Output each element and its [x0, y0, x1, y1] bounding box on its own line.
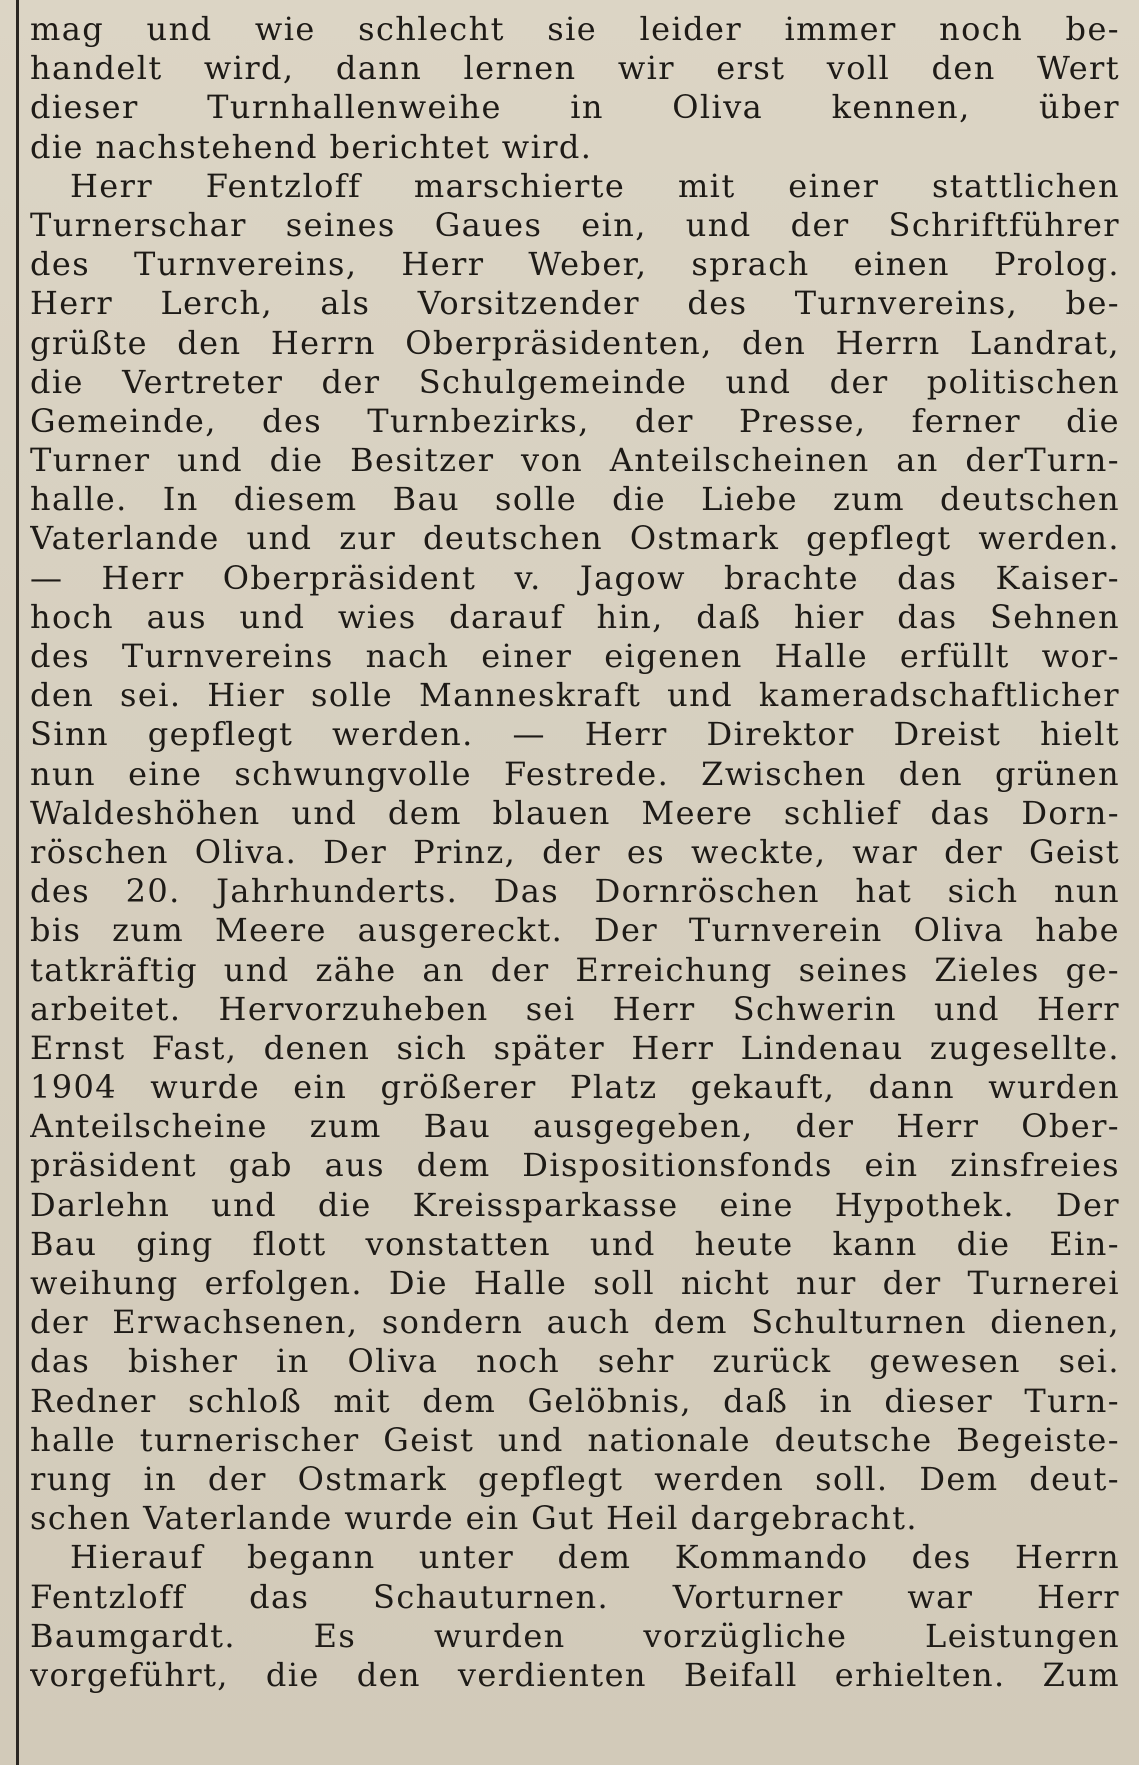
text-line: röschen Oliva. Der Prinz, der es weckte, war der Geist	[30, 832, 1120, 871]
text-line: Hierauf begann unter dem Kommando des Herrn	[70, 1538, 1120, 1577]
text-line: Herr Lerch, als Vorsitzender des Turnvereins, be-	[30, 284, 1120, 323]
text-line: rung in der Ostmark gepflegt werden soll. Dem deut-	[30, 1459, 1120, 1498]
text-line: Vaterlande und zur deutschen Ostmark gepflegt werden.	[30, 519, 1120, 558]
text-line: handelt wird, dann lernen wir erst voll den Wert	[30, 49, 1120, 88]
text-line: Fentzloff das Schauturnen. Vorturner war Herr	[30, 1577, 1120, 1616]
text-line: den sei. Hier solle Manneskraft und kameradschaftlicher	[30, 676, 1120, 715]
text-line: Herr Fentzloff marschierte mit einer stattlichen	[70, 166, 1120, 205]
text-line: arbeitet. Hervorzuheben sei Herr Schwerin und Herr	[30, 989, 1120, 1028]
text-line: tatkräftig und zähe an der Erreichung seines Zieles ge-	[30, 950, 1120, 989]
text-line: präsident gab aus dem Dispositionsfonds ein zinsfreies	[30, 1146, 1120, 1185]
text-line: die nachstehend berichtet wird.	[30, 127, 593, 166]
text-line: Redner schloß mit dem Gelöbnis, daß in dieser Turn-	[30, 1381, 1120, 1420]
text-line: weihung erfolgen. Die Halle soll nicht nur der Turnerei	[30, 1264, 1120, 1302]
text-line: mag und wie schlecht sie leider immer noch be-	[30, 10, 1120, 48]
column-rule	[16, 0, 19, 1765]
text-line: des Turnvereins, Herr Weber, sprach einen Prolog.	[30, 245, 1120, 284]
text-line: Anteilscheine zum Bau ausgegeben, der Herr Ober-	[30, 1107, 1120, 1146]
text-line: halle turnerischer Geist und nationale deutsche Begeiste-	[30, 1420, 1120, 1459]
text-line: Ernst Fast, denen sich später Herr Lindenau zugesellte.	[30, 1028, 1120, 1067]
text-line: des 20. Jahrhunderts. Das Dornröschen hat sich nun	[30, 872, 1120, 911]
text-line: Baumgardt. Es wurden vorzügliche Leistungen	[30, 1616, 1120, 1655]
text-line: vorgeführt, die den verdienten Beifall erhielten. Zum	[30, 1655, 1120, 1694]
text-line: dieser Turnhallenweihe in Oliva kennen, über	[30, 88, 1120, 127]
text-line: 1904 wurde ein größerer Platz gekauft, dann wurden	[30, 1068, 1120, 1107]
text-line: der Erwachsenen, sondern auch dem Schulturnen dienen,	[30, 1303, 1120, 1342]
text-line: nun eine schwungvolle Festrede. Zwischen den grünen	[30, 754, 1120, 793]
text-line: bis zum Meere ausgereckt. Der Turnverein Oliva habe	[30, 911, 1120, 950]
text-line: des Turnvereins nach einer eigenen Halle erfüllt wor-	[30, 637, 1120, 675]
text-line: Turnerschar seines Gaues ein, und der Schriftführer	[30, 205, 1120, 244]
text-line: halle. In diesem Bau solle die Liebe zum deutschen	[30, 480, 1120, 519]
text-line: — Herr Oberpräsident v. Jagow brachte das Kaiser-	[30, 558, 1120, 597]
text-line: Sinn gepflegt werden. — Herr Direktor Dreist hielt	[30, 715, 1120, 754]
text-line: Waldeshöhen und dem blauen Meere schlief das Dorn-	[30, 793, 1120, 832]
text-line: Turner und die Besitzer von Anteilscheinen an derTurn-	[30, 441, 1120, 480]
article-column	[30, 10, 1120, 1695]
text-line: Darlehn und die Kreissparkasse eine Hypothek. Der	[30, 1185, 1120, 1224]
text-line: Gemeinde, des Turnbezirks, der Presse, ferner die	[30, 401, 1120, 440]
text-line: die Vertreter der Schulgemeinde und der politischen	[30, 362, 1120, 401]
text-line: schen Vaterlande wurde ein Gut Heil dargebracht.	[30, 1499, 918, 1538]
text-line: Bau ging flott vonstatten und heute kann die Ein-	[30, 1224, 1120, 1263]
text-line: grüßte den Herrn Oberpräsidenten, den Herrn Landrat,	[30, 323, 1120, 362]
text-line: das bisher in Oliva noch sehr zurück gewesen sei.	[30, 1342, 1120, 1381]
text-line: hoch aus und wies darauf hin, daß hier das Sehnen	[30, 597, 1120, 636]
